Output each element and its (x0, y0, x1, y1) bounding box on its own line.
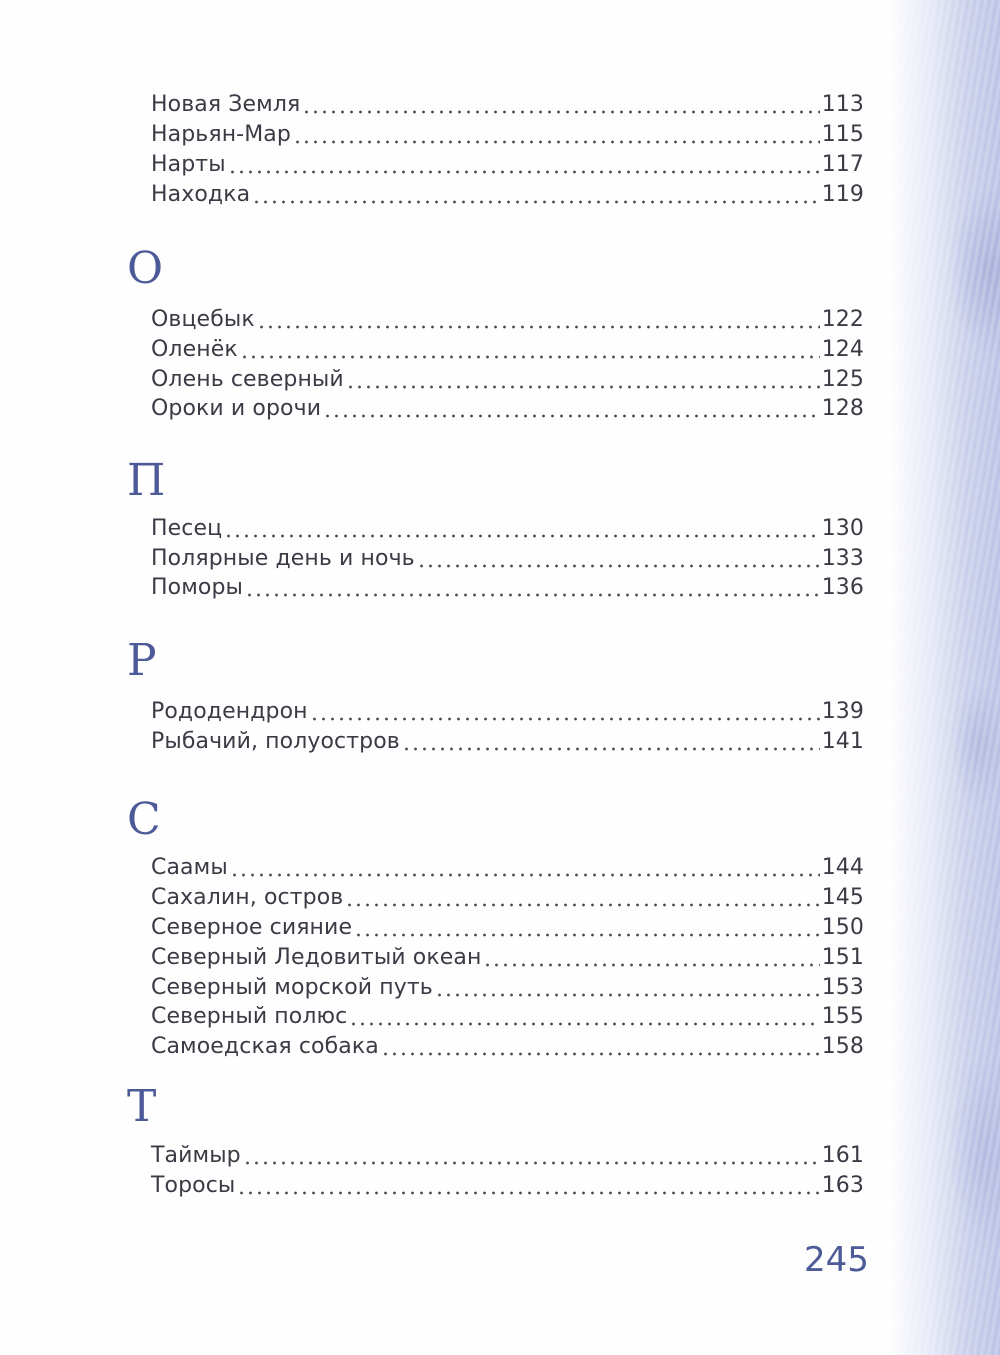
entry-page: 124 (821, 337, 864, 362)
toc-entry[interactable] (151, 1171, 864, 1201)
entry-page: 161 (821, 1143, 864, 1168)
entry-title: Самоедская собака (151, 1034, 379, 1059)
toc-entry[interactable] (151, 697, 864, 727)
dot-leader (224, 516, 820, 538)
dot-leader (302, 92, 819, 114)
entry-title: Северный полюс (151, 1004, 348, 1029)
entry-title: Овцебык (151, 307, 255, 332)
entry-page: 113 (821, 92, 864, 117)
entry-page: 155 (821, 1004, 864, 1029)
toc-entry[interactable] (151, 394, 864, 424)
entry-page: 139 (821, 699, 864, 724)
section-letter: П (127, 455, 166, 506)
dot-leader (483, 945, 819, 967)
dot-leader (228, 152, 820, 174)
section-letter: Т (127, 1081, 157, 1132)
entry-page: 141 (821, 729, 864, 754)
section-letter: С (127, 794, 161, 845)
entry-title: Новая Земля (151, 92, 301, 117)
section-letter: Р (127, 635, 157, 686)
toc-entry[interactable] (151, 1032, 864, 1062)
entry-page: 163 (821, 1173, 864, 1198)
entry-page: 150 (821, 915, 864, 940)
entry-title: Северное сияние (151, 915, 353, 940)
dot-leader (243, 1143, 820, 1165)
entry-page: 153 (821, 975, 864, 1000)
dot-leader (252, 182, 820, 204)
toc-entry[interactable] (151, 913, 864, 943)
entry-title: Рододендрон (151, 699, 308, 724)
dot-leader (310, 699, 820, 721)
entry-title: Сахалин, остров (151, 885, 344, 910)
dot-leader (345, 885, 819, 907)
entry-title: Нарьян-Мар (151, 122, 291, 147)
toc-entry[interactable] (151, 120, 864, 150)
toc-entry[interactable] (151, 90, 864, 120)
entry-title: Находка (151, 182, 251, 207)
entry-title: Северный Ледовитый океан (151, 945, 482, 970)
entry-page: 122 (821, 307, 864, 332)
dot-leader (245, 575, 820, 597)
dot-leader (237, 1173, 819, 1195)
entry-title: Ороки и орочи (151, 396, 322, 421)
page-number: 245 (804, 1240, 869, 1280)
dot-leader (293, 122, 820, 144)
dot-leader (381, 1034, 820, 1056)
toc-entry[interactable] (151, 883, 864, 913)
entry-title: Северный морской путь (151, 975, 433, 1000)
toc-entry[interactable] (151, 305, 864, 335)
entry-title: Оленёк (151, 337, 238, 362)
entry-title: Саамы (151, 855, 228, 880)
entry-title: Полярные день и ночь (151, 546, 415, 571)
entry-title: Поморы (151, 575, 243, 600)
toc-entry[interactable] (151, 973, 864, 1003)
toc-entry[interactable] (151, 727, 864, 757)
entry-page: 119 (821, 182, 864, 207)
entry-page: 117 (821, 152, 864, 177)
dot-leader (240, 337, 820, 359)
toc-entry[interactable] (151, 180, 864, 210)
toc-entry[interactable] (151, 1141, 864, 1171)
entry-title: Рыбачий, полуостров (151, 729, 400, 754)
toc-entry[interactable] (151, 335, 864, 365)
entry-page: 158 (821, 1034, 864, 1059)
entry-page: 133 (821, 546, 864, 571)
decorative-ice-texture (890, 0, 1000, 1355)
toc-entry[interactable] (151, 365, 864, 395)
entry-title: Торосы (151, 1173, 236, 1198)
dot-leader (402, 729, 820, 751)
dot-leader (323, 396, 820, 418)
entry-page: 151 (821, 945, 864, 970)
entry-title: Олень северный (151, 367, 344, 392)
toc-entry[interactable] (151, 514, 864, 544)
toc-entry[interactable] (151, 853, 864, 883)
toc-entry[interactable] (151, 544, 864, 574)
entry-page: 130 (821, 516, 864, 541)
dot-leader (349, 1004, 819, 1026)
toc-entry[interactable] (151, 150, 864, 180)
entry-page: 115 (821, 122, 864, 147)
dot-leader (257, 307, 820, 329)
entry-title: Песец (151, 516, 223, 541)
dot-leader (230, 855, 820, 877)
toc-entry[interactable] (151, 943, 864, 973)
dot-leader (435, 975, 820, 997)
entry-page: 144 (821, 855, 864, 880)
entry-page: 136 (821, 575, 864, 600)
toc-entry[interactable] (151, 1002, 864, 1032)
dot-leader (417, 546, 820, 568)
dot-leader (354, 915, 820, 937)
dot-leader (346, 367, 820, 389)
toc-entry[interactable] (151, 573, 864, 603)
entry-page: 128 (821, 396, 864, 421)
entry-page: 145 (821, 885, 864, 910)
section-letter: О (127, 243, 164, 294)
entry-page: 125 (821, 367, 864, 392)
entry-title: Нарты (151, 152, 226, 177)
entry-title: Таймыр (151, 1143, 241, 1168)
